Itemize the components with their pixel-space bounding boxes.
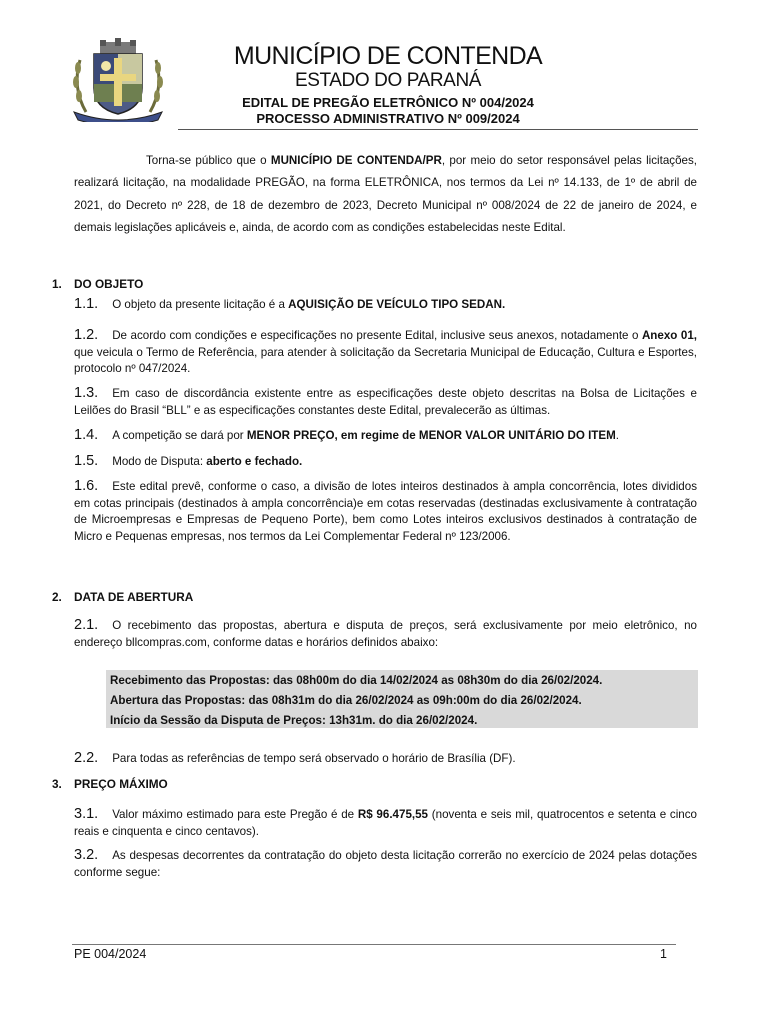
state-name: ESTADO DO PARANÁ [294, 70, 482, 91]
clause-3-1: 3.1. Valor máximo estimado para este Pregão é de R$ 96.475,55 (noventa e seis mil, quatrocentos e setenta e cinco reais e cinquenta e cinco centavos). [74, 806, 697, 838]
footer-divider [72, 944, 676, 945]
section-number: 3. [52, 777, 62, 791]
schedule-receiving: Recebimento das Propostas: das 08h00m do dia 14/02/2024 as 08h30m do dia 26/02/2024. [110, 674, 603, 687]
footer-document-id: PE 004/2024 [74, 947, 147, 961]
clause-1-4: 1.4. A competição se dará por MENOR PREÇO, em regime de MENOR VALOR UNITÁRIO DO ITEM. [74, 427, 620, 443]
coat-of-arms-icon [66, 38, 170, 122]
section-title: DO OBJETO [74, 277, 144, 291]
schedule-dispute: Início da Sessão da Disputa de Preços: 13h31m. do dia 26/02/2024. [110, 714, 478, 727]
process-number: PROCESSO ADMINISTRATIVO Nº 009/2024 [256, 111, 520, 126]
clause-1-3: 1.3. Em caso de discordância existente entre as especificações deste objeto descritas na Bolsa de Licitações e Leilões do Brasil “BLL” e as especificações constantes deste Edital, prevalecerão as últimas. [74, 385, 697, 417]
clause-1-6: 1.6. Este edital prevê, conforme o caso, a divisão de lotes inteiros destinados à ampla concorrência, lotes divididos em cotas principais (destinados à ampla concorrência)e em cotas reservadas (destinadas exclusivamente à contratação de Microempresas e Empresas de Pequeno Porte), bem como Lotes inteiros exclusivos destinados à contratação de Micro e Pequenas empresas, nos termos da Lei Complementar Federal nº 123/2006. [74, 478, 697, 543]
clause-1-1: 1.1. O objeto da presente licitação é a AQUISIÇÃO DE VEÍCULO TIPO SEDAN. [74, 296, 506, 312]
section-number: 1. [52, 277, 62, 291]
clause-1-5: 1.5. Modo de Disputa: aberto e fechado. [74, 453, 303, 469]
clause-1-2: 1.2. De acordo com condições e especificações no presente Edital, inclusive seus anexos, notadamente o Anexo 01, que veicula o Termo de Referência, para atender à solicitação da Secretaria Municipal de Educação, Cultura e Esportes, protocolo nº 047/2024. [74, 327, 697, 375]
municipality-name: MUNICÍPIO DE CONTENDA [233, 42, 543, 70]
section-number: 2. [52, 590, 62, 604]
intro-paragraph: Torna-se público que o MUNICÍPIO DE CONTENDA/PR, por meio do setor responsável pelas licitações, realizará licitação, na modalidade PREGÃO, na forma ELETRÔNICA, nos termos da Lei nº 14.133, de 1º de abril de 2021, do Decreto nº 228, de 18 de dezembro de 2023, Decreto Municipal nº 008/2024 de 22 de janeiro de 2024, e demais legislações aplicáveis e, ainda, de acordo com as condições estabelecidas neste Edital. [74, 154, 697, 234]
page-number: 1 [660, 947, 667, 961]
schedule-opening: Abertura das Propostas: das 08h31m do dia 26/02/2024 as 09h:00m do dia 26/02/2024. [110, 694, 582, 707]
section-title: DATA DE ABERTURA [74, 590, 194, 604]
section-title: PREÇO MÁXIMO [74, 777, 168, 791]
clause-2-1: 2.1. O recebimento das propostas, abertura e disputa de preços, será exclusivamente por meio eletrônico, no endereço bllcompras.com, conforme datas e horários definidos abaixo: [74, 617, 697, 649]
clause-2-2: 2.2. Para todas as referências de tempo será observado o horário de Brasília (DF). [74, 750, 516, 766]
header-divider [178, 129, 698, 130]
clause-3-2: 3.2. As despesas decorrentes da contratação do objeto desta licitação correrão no exercício de 2024 pelas dotações conforme segue: [74, 847, 697, 879]
edital-number: EDITAL DE PREGÃO ELETRÔNICO Nº 004/2024 [242, 95, 534, 110]
